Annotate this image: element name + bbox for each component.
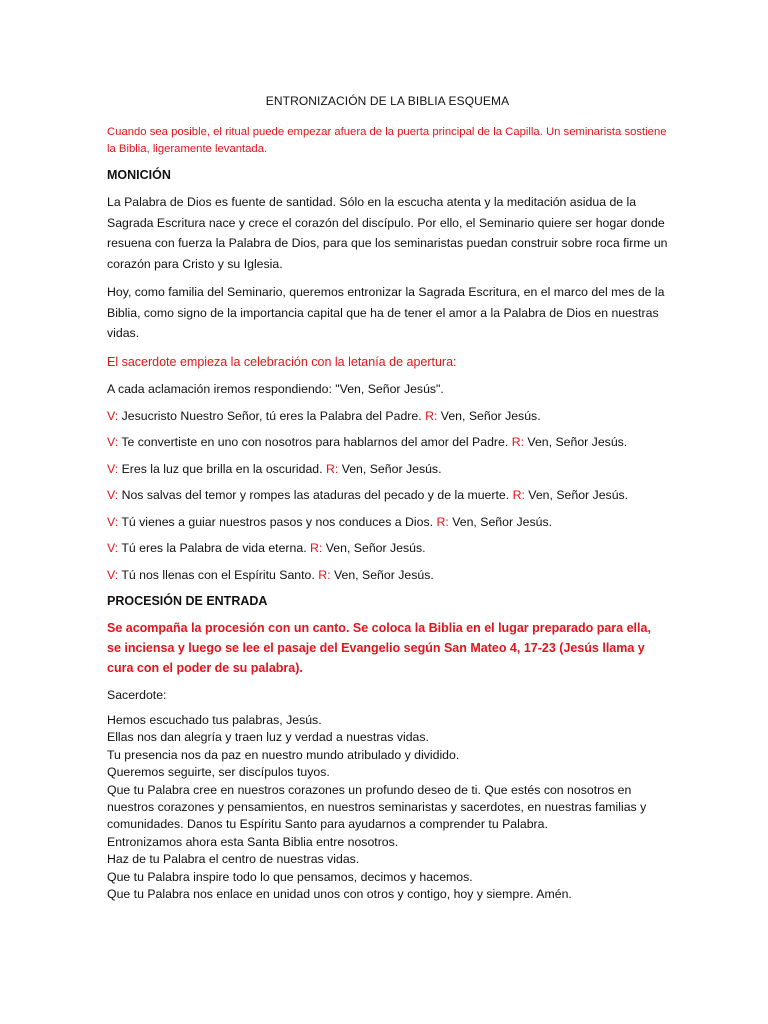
rubric-procesion: Se acompaña la procesión con un canto. Se coloca la Biblia en el lugar preparado para ella, se inciensa y luego se lee el pasaje del Evangelio según San Mateo 4, 17-23 (Jesús llama y cura con el poder de su palabra).: [107, 621, 651, 675]
litany-item: [107, 515, 668, 529]
prayer-line: Entronizamos ahora esta Santa Biblia entre nosotros.: [107, 834, 399, 849]
litany-item: [107, 541, 668, 555]
monicion-paragraph-1: La Palabra de Dios es fuente de santidad. Sólo en la escucha atenta y la meditación asidua de la Sagrada Escritura nace y crece el corazón del discípulo. Por ello, el Seminario quiere ser hogar donde resuena con fuerza la Palabra de Dios, para que los seminaristas puedan construir sobre roca firme un corazón para Cristo y su Iglesia.: [107, 195, 668, 271]
versicle-label: V:: [107, 541, 119, 555]
response-text: Ven, Señor Jesús.: [524, 488, 629, 502]
litany-list: [107, 409, 668, 582]
prayer-line: Haz de tu Palabra el centro de nuestras vidas.: [107, 852, 360, 867]
prayer-line: Tu presencia nos da paz en nuestro mundo atribulado y dividido.: [107, 747, 460, 762]
rubric-intro: Cuando sea posible, el ritual puede empezar afuera de la puerta principal de la Capilla. Un seminarista sostiene la Biblia, ligeramente levantada.: [107, 126, 667, 155]
response-text: Ven, Señor Jesús.: [437, 408, 541, 423]
response-label: R:: [436, 514, 449, 529]
versicle-label: V:: [107, 461, 119, 476]
litany-item: [107, 488, 668, 502]
versicle-label: V:: [107, 408, 119, 423]
prayer-line: Que tu Palabra cree en nuestros corazones un profundo deseo de ti. Que estés con nosotros en nuestros corazones y pensamientos, en nuestros seminaristas y sacerdotes, en nuestras familias y comunidades. Danos tu Espíritu Santo para ayudarnos a comprender tu Palabra.: [107, 782, 647, 832]
response-label: R:: [325, 461, 339, 476]
prayer-line: Que tu Palabra nos enlace en unidad unos con otros y contigo, hoy y siempre. Amén.: [107, 887, 572, 902]
versicle-text: Jesucristo Nuestro Señor, tú eres la Palabra del Padre.: [118, 408, 426, 423]
response-text: Ven, Señor Jesús.: [448, 514, 553, 529]
response-label: R:: [318, 567, 331, 582]
versicle-text: Eres la luz que brilla en la oscuridad.: [118, 461, 326, 476]
prayer-line: Hemos escuchado tus palabras, Jesús.: [107, 713, 322, 727]
versicle-text: Tú nos llenas con el Espíritu Santo.: [118, 567, 319, 582]
response-text: Ven, Señor Jesús.: [330, 567, 434, 582]
letania-intro: A cada aclamación iremos respondiendo: "Ven, Señor Jesús".: [107, 381, 444, 396]
litany-item: [107, 462, 668, 476]
versicle-label: V:: [107, 435, 119, 449]
prayer-text: [107, 712, 668, 903]
monicion-paragraph-2: Hoy, como familia del Seminario, queremos entronizar la Sagrada Escritura, en el marco del mes de la Biblia, como signo de la importancia capital que ha de tener el amor a la Palabra de Dios en nuestras vidas.: [107, 285, 665, 340]
rubric-letania: El sacerdote empieza la celebración con la letanía de apertura:: [107, 354, 457, 369]
response-text: Ven, Señor Jesús.: [524, 435, 628, 449]
response-label: R:: [310, 541, 323, 555]
prayer-line: Ellas nos dan alegría y traen luz y verdad a nuestras vidas.: [107, 730, 429, 745]
document-title: ENTRONIZACIÓN DE LA BIBLIA ESQUEMA: [265, 94, 510, 108]
response-text: Ven, Señor Jesús.: [322, 541, 426, 555]
litany-item: [107, 409, 668, 423]
litany-item: [107, 568, 668, 582]
response-label: R:: [425, 408, 438, 423]
versicle-text: Tú eres la Palabra de vida eterna.: [118, 541, 311, 555]
response-text: Ven, Señor Jesús.: [338, 461, 442, 476]
response-label: R:: [511, 435, 524, 449]
response-label: R:: [512, 488, 525, 502]
versicle-text: Nos salvas del temor y rompes las ataduras del pecado y de la muerte.: [118, 488, 513, 502]
versicle-label: V:: [107, 567, 119, 582]
versicle-text: Te convertiste en uno con nosotros para hablarnos del amor del Padre.: [118, 435, 512, 449]
prayer-line: Que tu Palabra inspire todo lo que pensamos, decimos y hacemos.: [107, 869, 473, 884]
litany-item: [107, 435, 668, 449]
versicle-text: Tú vienes a guiar nuestros pasos y nos conduces a Dios.: [118, 514, 437, 529]
versicle-label: V:: [107, 514, 119, 529]
versicle-label: V:: [107, 488, 119, 502]
sacerdote-label: Sacerdote:: [107, 688, 167, 702]
prayer-line: Queremos seguirte, ser discípulos tuyos.: [107, 765, 330, 780]
monicion-heading: MONICIÓN: [107, 168, 171, 182]
procesion-heading: PROCESIÓN DE ENTRADA: [107, 594, 268, 608]
